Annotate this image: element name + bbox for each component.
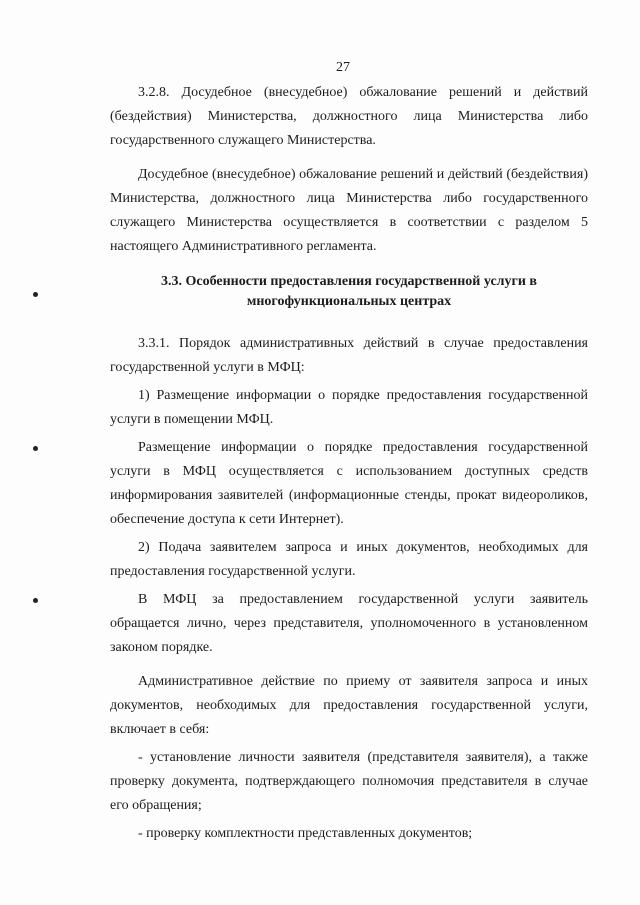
paragraph-admin-action: Административное действие по приему от заявителя запроса и иных документов, необходимых для предоставления государственной услуги, включает в себя: — [110, 674, 588, 737]
paragraph-item-1: 1) Размещение информации о порядке предоставления государственной услуги в помещении МФЦ. — [110, 388, 588, 427]
section-heading-line-2: многофункциональных центрах — [246, 294, 452, 309]
paragraph-applicant-appeal: В МФЦ за предоставлением государственной услуги заявитель обращается лично, через представителя, уполномоченного в установленном законом порядке. — [110, 592, 588, 655]
paragraph-3-3-1: 3.3.1. Порядок административных действий в случае предоставления государственной услуги в МФЦ: — [110, 336, 588, 375]
paragraph-completeness-check: - проверку комплектности представленных документов; — [138, 826, 473, 841]
paragraph-3-2-8: 3.2.8. Досудебное (внесудебное) обжалование решений и действий (бездействия) Министерства, должностного лица Министерства либо государственного служащего Министерства. — [110, 85, 588, 148]
paragraph-identity-check: - установление личности заявителя (представителя заявителя), а также проверку документа, подтверждающего полномочия представителя в случае его обращения; — [110, 750, 588, 813]
scan-mark-dot — [33, 598, 38, 603]
document-body — [110, 81, 588, 846]
scan-mark-dot — [33, 446, 38, 451]
paragraph-appeal-procedure: Досудебное (внесудебное) обжалование решений и действий (бездействия) Министерства, должностного лица Министерства либо государственного служащего Министерства осуществляется в соответствии с разделом 5 настоящего Административного регламента. — [110, 167, 588, 254]
section-heading-line-1: 3.3. Особенности предоставления государственной услуги в — [160, 274, 537, 289]
paragraph-item-2: 2) Подача заявителем запроса и иных документов, необходимых для предоставления государственной услуги. — [110, 540, 588, 579]
paragraph-info-placement: Размещение информации о порядке предоставления государственной услуги в МФЦ осуществляется с использованием доступных средств информирования заявителей (информационные стенды, прокат видеороликов, обеспечение доступа к сети Интернет). — [110, 440, 588, 527]
page-number: 27 — [336, 60, 350, 75]
section-heading-3-3 — [110, 272, 588, 312]
scan-mark-dot — [33, 292, 38, 297]
